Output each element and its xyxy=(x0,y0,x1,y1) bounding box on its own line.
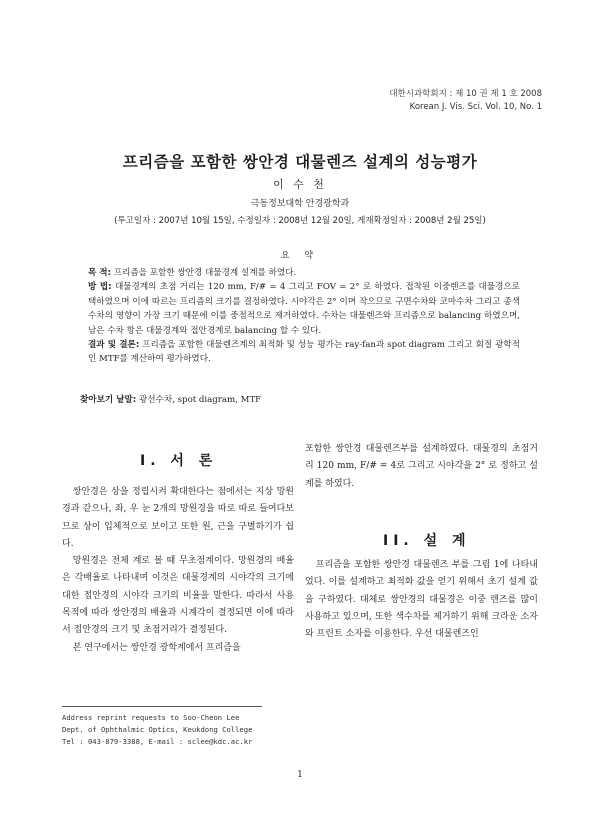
footnote-line-2: Dept. of Ophthalmic Optics, Keukdong College xyxy=(62,725,253,734)
author-name: 이 수 천 xyxy=(273,178,327,191)
correspondence-footnote xyxy=(62,712,302,748)
abstract-purpose-label: 목 적: xyxy=(88,268,112,278)
abstract-method xyxy=(88,280,520,338)
keywords-text: 광선수차, spot diagram, MTF xyxy=(136,395,262,405)
abstract-result xyxy=(88,338,520,367)
journal-header xyxy=(389,88,542,114)
journal-citation-korean: 대한시과학회지 : 제 10 권 제 1 호 2008 xyxy=(389,89,542,99)
abstract-purpose-text: 프리즘을 포함한 쌍안경 대물경계 설계를 하였다. xyxy=(111,268,297,278)
keywords-label: 찾아보기 낱말: xyxy=(80,395,137,405)
section-heading-introduction: I. 서 론 xyxy=(140,453,218,469)
abstract-body xyxy=(88,266,520,367)
abstract-purpose xyxy=(88,266,520,280)
right-column-design xyxy=(305,557,538,643)
submission-dates: (투고일자 : 2007년 10월 15일, 수정일자 : 2008년 12월 20일, 게재확정일자 : 2008년 2월 25일) xyxy=(114,216,486,226)
abstract-method-text: 대물경계의 초점 거리는 120 mm, F/# = 4 그리고 FOV = 2° 로 하였다. 접착된 이중렌즈를 대물경으로 택하였으며 이에 따르는 프리즘의 크기를 결정하였다. 시야각은 2° 이며 작으므로 구면수차와 코마수차 그리고 종색수차의 영향이 가장 크기 때문에 이를 중점적으로 제거하였다. 수차는 대물렌즈와 프리즘으로 balancing 하였으며, 남은 수차 항은 대물경계와 접안경계로 balancing 할 수 있다. xyxy=(88,282,520,336)
footnote-divider xyxy=(62,706,262,707)
journal-citation-english: Korean J. Vis. Sci. Vol. 10, No. 1 xyxy=(409,102,542,112)
right-column-top xyxy=(305,441,538,493)
abstract-heading: 요 약 xyxy=(280,251,320,261)
intro-paragraph-1: 쌍안경은 상을 정립시켜 확대한다는 점에서는 지상 망원경과 같으나, 좌, 우 눈 2개의 망원경을 따로 따로 들여다보므로 상이 입체적으로 보이고 또한 원, 근을 구별하기가 쉽다. xyxy=(62,487,294,549)
author-affiliation: 극동정보대학 안경광학과 xyxy=(250,199,350,209)
intro-paragraph-2: 망원경은 전체 계로 볼 때 무초점계이다. 망원경의 배율은 각배율로 나타내며 이것은 대물경계의 시야각의 크기에 대한 접안경의 시야각 크기의 비율을 말한다. 따라서 사용 목적에 따라 쌍안경의 배율과 시계각이 결정되면 이에 따라서 접안경의 크기 및 초점거리가 결정된다. xyxy=(62,556,294,636)
keywords xyxy=(80,393,520,405)
paper-title: 프리즘을 포함한 쌍안경 대물렌즈 설계의 성능평가 xyxy=(122,153,478,171)
intro-continuation: 포함한 쌍안경 대물렌즈부를 설계하였다. 대물경의 초점거리 120 mm, F/# = 4로 그리고 시야각을 2° 로 정하고 설계를 하였다. xyxy=(305,444,538,489)
design-paragraph-1: 프리즘을 포함한 쌍안경 대물렌즈 부를 그림 1에 나타내었다. 이를 설계하고 최적화 값을 얻기 위해서 초기 설계 값을 구하였다. 대체로 쌍안경의 대물경은 이중 렌즈를 많이 사용하고 있으며, 또한 색수차를 제거하기 위해 크라운 소자와 프린트 소자를 이용한다. 우선 대물렌즈인 xyxy=(305,560,538,640)
left-column xyxy=(62,484,294,657)
abstract-result-label: 결과 및 결론: xyxy=(88,340,140,351)
intro-paragraph-3: 본 연구에서는 쌍안경 광학계에서 프리즘을 xyxy=(72,642,241,653)
section-heading-design: II. 설 계 xyxy=(383,533,471,549)
footnote-line-3: Tel : 043-879-3388, E-mail : sclee@kdc.ac.kr xyxy=(62,737,253,746)
page-number: 1 xyxy=(297,770,303,780)
footnote-line-1: Address reprint requests to Soo-Cheon Lee xyxy=(62,713,240,722)
abstract-result-text: 프리즘을 포함한 대물렌즈계의 최적화 및 성능 평가는 ray-fan과 spot diagram 그리고 회절 광학적인 MTF를 계산하여 평가하였다. xyxy=(88,340,520,365)
abstract-method-label: 방 법: xyxy=(88,282,112,293)
